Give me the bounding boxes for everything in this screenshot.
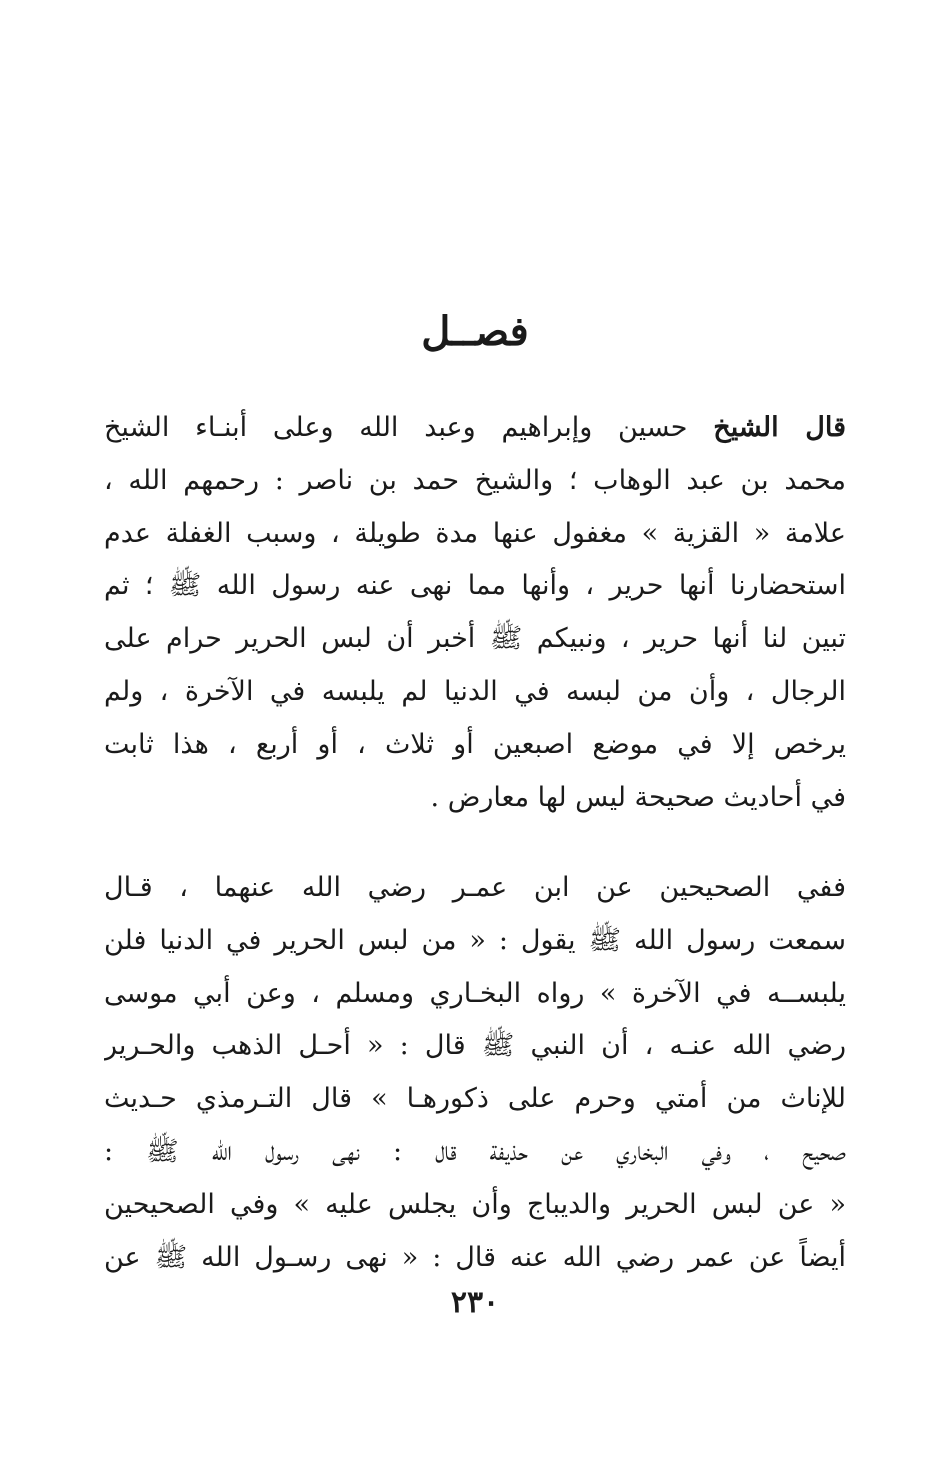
paragraph-1-line-6: الرجال ، وأن من لبسه في الدنيا لم يلبسه في الآخرة ، ولم xyxy=(104,675,846,707)
page-number: ٢٣٠ xyxy=(450,1285,500,1320)
paragraph-2-line-7: « عن لبس الحرير والديباج وأن يجلس عليه » وفي الصحيحين xyxy=(104,1188,846,1220)
paragraph-1-line-7: يرخص إلا في موضع اصبعين أو ثلاث ، أو أربع ، هذا ثابت xyxy=(104,728,846,760)
paragraph-2-line-3: يلبســه في الآخرة » رواه البخـاري ومسلم ، وعن أبي موسى xyxy=(104,977,846,1009)
paragraph-2-line-8: أيضاً عن عمر رضي الله عنه قال : « نهى رسـول الله ﷺ عن xyxy=(104,1241,846,1273)
paragraph-1-lead: قال الشيخ xyxy=(713,412,846,443)
paragraph-1-line-3: علامة « القزية » مغفول عنها مدة طويلة ، وسبب الغفلة عدم xyxy=(104,517,846,549)
paragraph-2-line-4: رضي الله عنـه ، أن النبي ﷺ قال : « أحـل الذهب والحـرير xyxy=(104,1030,846,1062)
paragraph-1-line-5: تبين لنا أنها حرير ، ونبيكم ﷺ أخبر أن لبس الحرير حرام على xyxy=(104,623,846,655)
paragraph-2 xyxy=(104,862,846,1284)
paragraph-1-line-1 xyxy=(104,402,846,455)
paragraph-1-line-1-text: حسين وإبراهيم وعبد الله وعلى أبنـاء الشيخ xyxy=(104,412,714,443)
paragraph-2-line-6: صحيح ، وفي البخاري عن حذيفة قال : نهى رسول الله ﷺ : xyxy=(104,1135,846,1167)
paragraph-2-line-1: ففي الصحيحين عن ابن عمـر رضي الله عنهما ، قـال xyxy=(104,872,846,903)
paragraph-1-line-8: في أحاديث صحيحة ليس لها معارض . xyxy=(430,781,846,813)
paragraph-2-line-2: سمعت رسول الله ﷺ يقول : « من لبس الحرير في الدنيا فلن xyxy=(104,924,846,956)
paragraph-1 xyxy=(104,402,846,824)
paragraph-2-line-5: للإناث من أمتي وحرم على ذكورهـا » قال التـرمذي حـديث xyxy=(104,1083,846,1115)
paragraph-1-line-2: محمد بن عبد الوهاب ؛ والشيخ حمد بن ناصر : رحمهم الله ، xyxy=(104,464,846,496)
section-heading: فصــل xyxy=(421,308,529,355)
paragraph-1-line-4: استحضارنا أنها حرير ، وأنها مما نهى عنه رسول الله ﷺ ؛ ثم xyxy=(104,570,846,602)
